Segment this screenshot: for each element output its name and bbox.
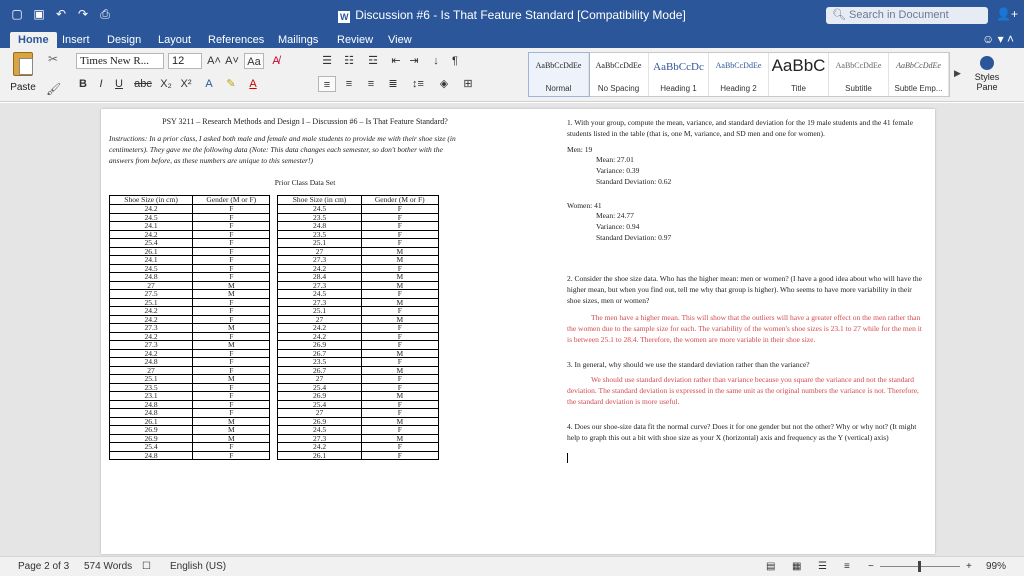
table-row xyxy=(110,264,439,273)
table-cell: 24.2 xyxy=(110,332,193,341)
table-cell: M xyxy=(361,247,438,256)
table-cell: 24.5 xyxy=(110,213,193,222)
sort-icon[interactable]: ↓ xyxy=(433,55,439,67)
table-cell: 24.2 xyxy=(278,443,361,452)
table-cell: 25.4 xyxy=(110,443,193,452)
zoom-level[interactable]: 99% xyxy=(986,561,1007,572)
window-title: W Discussion #6 - Is That Feature Standard [Compatibility Mode] xyxy=(339,8,686,22)
document-area[interactable] xyxy=(0,103,1024,556)
table-cell: F xyxy=(361,239,438,248)
tab-insert[interactable]: Insert xyxy=(62,34,90,46)
table-row xyxy=(110,239,439,248)
table-cell: 27.3 xyxy=(278,434,361,443)
proofing-icon[interactable]: ☐ xyxy=(142,561,151,572)
tab-layout[interactable]: Layout xyxy=(158,34,192,46)
table-cell: F xyxy=(361,264,438,273)
table-cell: 24.1 xyxy=(110,256,193,265)
table-cell: 27.5 xyxy=(110,290,193,299)
men-sd: Standard Deviation: 0.62 xyxy=(596,177,672,186)
draft-view-icon[interactable]: ≡ xyxy=(844,561,850,572)
table-cell: F xyxy=(193,451,270,460)
table-cell: F xyxy=(193,247,270,256)
header-shoe-size-2: Shoe Size (in cm) xyxy=(278,196,361,205)
table-cell: F xyxy=(361,358,438,367)
table-cell: M xyxy=(193,290,270,299)
table-cell: M xyxy=(361,281,438,290)
zoom-out-icon[interactable]: − xyxy=(868,561,874,572)
table-cell: 24.8 xyxy=(110,400,193,409)
table-cell: M xyxy=(193,375,270,384)
table-row xyxy=(110,307,439,316)
table-cell: F xyxy=(361,230,438,239)
table-cell: 23.5 xyxy=(110,383,193,392)
font-color-icon[interactable]: A xyxy=(249,78,257,90)
table-cell: F xyxy=(193,239,270,248)
data-table xyxy=(109,195,439,460)
table-cell: 24.2 xyxy=(278,324,361,333)
italic-icon[interactable]: I xyxy=(99,78,103,90)
table-cell: M xyxy=(361,434,438,443)
table-cell: M xyxy=(193,417,270,426)
table-cell: 24.5 xyxy=(278,290,361,299)
table-cell: M xyxy=(193,341,270,350)
table-cell: F xyxy=(193,307,270,316)
table-cell: 24.2 xyxy=(110,307,193,316)
table-cell: 26.1 xyxy=(110,417,193,426)
instructions-text: Instructions: In a prior class, I asked both male and female and male students to provide me with their shoe size (in centimeters). They gave me the following data (Note: This data changes each semester, so don't bother with the answers from before, as these numbers are unique to this semester!) xyxy=(109,134,456,165)
question-2: 2. Consider the shoe size data. Who has the higher mean: men or women? (I have a good idea about who will have the higher mean, but when you find out, tell me why that group is higher). Who seems to have more variability in their shoe sizes, men or women? xyxy=(567,274,922,305)
table-cell: M xyxy=(361,298,438,307)
table-cell: 25.1 xyxy=(110,298,193,307)
table-cell: F xyxy=(193,443,270,452)
status-bar xyxy=(0,556,1024,576)
table-cell: 24.5 xyxy=(110,264,193,273)
table-cell: 25.4 xyxy=(278,400,361,409)
justify-icon[interactable]: ≣ xyxy=(388,78,398,90)
text-effects-icon[interactable]: A xyxy=(205,78,213,90)
table-cell: 24.8 xyxy=(110,273,193,282)
style-title[interactable]: AaBbC Title xyxy=(769,53,829,96)
document-page[interactable] xyxy=(101,109,935,554)
table-cell: 26.9 xyxy=(110,434,193,443)
line-spacing-icon[interactable]: ↕≡ xyxy=(412,78,424,90)
header-shoe-size-1: Shoe Size (in cm) xyxy=(110,196,193,205)
table-cell: F xyxy=(193,298,270,307)
table-row xyxy=(110,417,439,426)
table-cell: 27.3 xyxy=(278,298,361,307)
table-row xyxy=(110,247,439,256)
table-cell: F xyxy=(193,205,270,214)
table-row xyxy=(110,383,439,392)
underline-icon[interactable]: U xyxy=(115,78,123,90)
header-gender-1: Gender (M or F) xyxy=(193,196,270,205)
sidebar-toggle-icon[interactable]: ▢ xyxy=(11,7,23,21)
table-cell: 27 xyxy=(110,281,193,290)
table-cell: 27 xyxy=(278,247,361,256)
save-icon[interactable]: ▣ xyxy=(33,7,45,21)
share-icon[interactable]: 👤+ xyxy=(996,7,1018,21)
styles-gallery xyxy=(528,52,950,97)
question-3: 3. In general, why should we use the standard deviation rather than the variance? xyxy=(567,360,810,369)
print-icon[interactable]: ⎙ xyxy=(100,7,110,21)
align-left-icon[interactable]: ≡ xyxy=(318,76,336,92)
table-cell: 24.8 xyxy=(278,222,361,231)
table-row xyxy=(110,256,439,265)
styles-pane-button[interactable]: Styles Pane xyxy=(970,56,1004,92)
table-cell: 28.4 xyxy=(278,273,361,282)
zoom-in-icon[interactable]: + xyxy=(966,561,972,572)
table-cell: F xyxy=(361,341,438,350)
table-cell: F xyxy=(361,332,438,341)
smiley-icon[interactable]: ☺ ▾ ˄ xyxy=(982,32,1014,46)
style-heading-1[interactable]: AaBbCcDc Heading 1 xyxy=(649,53,709,96)
align-center-icon[interactable]: ≡ xyxy=(345,78,353,90)
gallery-more-icon[interactable]: ▶ xyxy=(954,68,961,78)
table-row xyxy=(110,213,439,222)
redo-icon[interactable]: ↷ xyxy=(77,7,89,21)
table-cell: F xyxy=(361,451,438,460)
table-cell: F xyxy=(361,409,438,418)
table-cell: 24.8 xyxy=(110,358,193,367)
highlight-icon[interactable]: ✎ xyxy=(226,78,236,90)
table-row xyxy=(110,222,439,231)
question-4: 4. Does our shoe-size data fit the normal curve? Does it for one gender but not the other? Why or why not? (It might help to graph this out a bit with shoe size as your X (horizontal) axis and frequency as the Y (vertical) axis) xyxy=(567,422,917,442)
table-row xyxy=(110,230,439,239)
table-cell: F xyxy=(193,222,270,231)
table-cell: 24.5 xyxy=(278,205,361,214)
header-gender-2: Gender (M or F) xyxy=(361,196,438,205)
show-formatting-icon[interactable]: ¶ xyxy=(452,55,458,67)
style-normal[interactable]: AaBbCcDdEe Normal xyxy=(529,53,589,96)
table-cell: F xyxy=(193,409,270,418)
table-cell: F xyxy=(193,315,270,324)
table-row xyxy=(110,315,439,324)
table-cell: 25.1 xyxy=(278,239,361,248)
men-mean: Mean: 27.01 xyxy=(596,155,634,164)
table-cell: F xyxy=(193,358,270,367)
numbering-icon[interactable]: ☷ xyxy=(344,55,354,67)
table-cell: F xyxy=(361,213,438,222)
table-cell: 23.1 xyxy=(110,392,193,401)
table-cell: M xyxy=(361,256,438,265)
table-cell: 27.3 xyxy=(110,341,193,350)
table-row xyxy=(110,451,439,460)
strikethrough-icon[interactable]: abc xyxy=(134,78,152,90)
table-cell: 24.1 xyxy=(110,222,193,231)
table-cell: F xyxy=(361,400,438,409)
clear-formatting-icon[interactable]: A̸ xyxy=(272,55,280,67)
table-cell: F xyxy=(193,230,270,239)
increase-indent-icon[interactable]: ⇥ xyxy=(409,55,419,67)
table-cell: F xyxy=(361,443,438,452)
table-title: Prior Class Data Set xyxy=(274,178,336,187)
style-heading-2[interactable]: AaBbCcDdEe Heading 2 xyxy=(709,53,769,96)
print-layout-icon[interactable]: ▤ xyxy=(766,561,776,572)
table-cell: 24.2 xyxy=(110,230,193,239)
women-sd: Standard Deviation: 0.97 xyxy=(596,233,672,242)
table-cell: M xyxy=(193,434,270,443)
style-subtitle[interactable]: AaBbCcDdEe Subtitle xyxy=(829,53,889,96)
table-row xyxy=(110,290,439,299)
paste-button[interactable]: Paste xyxy=(8,50,38,98)
table-row xyxy=(110,341,439,350)
table-cell: F xyxy=(193,332,270,341)
table-cell: F xyxy=(361,383,438,392)
table-cell: 24.8 xyxy=(110,409,193,418)
format-painter-icon[interactable]: 🖌︎ xyxy=(46,82,62,96)
word-doc-icon: W xyxy=(339,12,349,22)
table-cell: F xyxy=(193,366,270,375)
tab-references[interactable]: References xyxy=(208,34,265,46)
table-cell: 26.1 xyxy=(278,451,361,460)
word-count[interactable]: 574 Words xyxy=(84,561,133,572)
table-row xyxy=(110,332,439,341)
answer-3: We should use standard deviation rather than variance because you square the variance and not the standard deviation. The standard deviation is expressed in the same unit as the original numbers the variance is not. Therefore, the standard deviation is more useful. xyxy=(567,375,919,406)
style-no-spacing[interactable]: AaBbCcDdEe No Spacing xyxy=(589,53,649,96)
table-cell: F xyxy=(193,349,270,358)
cut-icon[interactable]: ✂ xyxy=(48,52,59,66)
style-subtle-emphasis[interactable]: AaBbCcDdEe Subtle Emp... xyxy=(889,53,949,96)
table-cell: F xyxy=(361,324,438,333)
table-cell: F xyxy=(193,264,270,273)
table-cell: 24.2 xyxy=(278,332,361,341)
table-row xyxy=(110,434,439,443)
table-cell: 26.1 xyxy=(110,247,193,256)
multilevel-list-icon[interactable]: ☲ xyxy=(368,55,378,67)
women-label: Women: 41 xyxy=(567,201,602,210)
table-cell: 27.3 xyxy=(110,324,193,333)
table-row xyxy=(110,358,439,367)
text-cursor xyxy=(567,443,927,466)
table-cell: 25.1 xyxy=(110,375,193,384)
table-cell: M xyxy=(193,426,270,435)
table-cell: 24.2 xyxy=(110,349,193,358)
decrease-indent-icon[interactable]: ⇤ xyxy=(391,55,401,67)
grow-font-icon[interactable]: A˄ xyxy=(207,55,221,67)
table-cell: 26.9 xyxy=(278,341,361,350)
table-row xyxy=(110,409,439,418)
tab-mailings[interactable]: Mailings xyxy=(278,34,319,46)
table-cell: F xyxy=(193,400,270,409)
table-cell: 26.9 xyxy=(278,392,361,401)
table-row xyxy=(110,273,439,282)
shading-icon[interactable]: ◈ xyxy=(439,78,449,90)
table-cell: 24.2 xyxy=(110,315,193,324)
table-cell: M xyxy=(193,324,270,333)
table-header-row xyxy=(110,196,439,205)
table-row xyxy=(110,366,439,375)
table-cell: 27 xyxy=(278,375,361,384)
table-cell: 24.2 xyxy=(278,264,361,273)
ribbon xyxy=(0,48,1024,102)
right-column xyxy=(567,117,927,466)
table-cell: 25.4 xyxy=(278,383,361,392)
question-1: 1. With your group, compute the mean, variance, and standard deviation for the 19 male students and the 41 female students listed in the table (that is, one M, variance, and SD men and one for women). xyxy=(567,118,913,138)
table-cell: M xyxy=(361,273,438,282)
table-cell: F xyxy=(193,273,270,282)
table-cell: 27 xyxy=(278,315,361,324)
font-size-select[interactable]: 12 xyxy=(168,53,202,69)
search-input[interactable]: 🔍︎ Search in Document xyxy=(826,7,988,24)
table-row xyxy=(110,349,439,358)
table-cell: F xyxy=(361,222,438,231)
table-cell: 24.2 xyxy=(110,205,193,214)
doc-header: PSY 3211 – Research Methods and Design I – Discussion #6 – Is That Feature Standard? xyxy=(162,117,448,126)
table-cell: F xyxy=(361,290,438,299)
table-cell: 27.3 xyxy=(278,281,361,290)
superscript-icon[interactable]: X² xyxy=(180,78,192,90)
table-cell: 27 xyxy=(110,366,193,375)
outline-view-icon[interactable]: ☰ xyxy=(818,561,827,572)
table-cell: 25.1 xyxy=(278,307,361,316)
tab-review[interactable]: Review xyxy=(337,34,374,46)
align-right-icon[interactable]: ≡ xyxy=(367,78,375,90)
shrink-font-icon[interactable]: A˅ xyxy=(225,55,239,67)
styles-pane-icon xyxy=(980,56,994,70)
table-cell: 24.8 xyxy=(110,451,193,460)
table-row xyxy=(110,375,439,384)
table-cell: F xyxy=(193,392,270,401)
bold-icon[interactable]: B xyxy=(79,78,87,90)
table-cell: F xyxy=(193,383,270,392)
page-count[interactable]: Page 2 of 3 xyxy=(18,561,70,572)
table-cell: 27 xyxy=(278,409,361,418)
table-row xyxy=(110,443,439,452)
table-cell: 23.5 xyxy=(278,213,361,222)
table-row xyxy=(110,426,439,435)
ribbon-tabs xyxy=(0,30,1024,48)
table-cell: 23.5 xyxy=(278,230,361,239)
table-row xyxy=(110,324,439,333)
answer-2: The men have a higher mean. This will show that the outliers will have a greater effect on the men rather than the women due to the sample size for each. The variability of the women's shoe sizes is 23.1 to 27 while for the men it is between 25.1 to 28.4. Therefore, the women are more variable in their shoe size. xyxy=(567,313,922,344)
borders-icon[interactable]: ⊞ xyxy=(463,78,473,90)
table-cell: M xyxy=(361,349,438,358)
table-cell: F xyxy=(361,375,438,384)
table-row xyxy=(110,298,439,307)
change-case-icon[interactable]: Aa xyxy=(244,53,264,69)
clipboard-icon xyxy=(13,52,33,76)
title-bar xyxy=(0,0,1024,30)
table-row xyxy=(110,400,439,409)
table-cell: 23.5 xyxy=(278,358,361,367)
font-name-select[interactable]: Times New R... xyxy=(76,53,164,69)
left-column xyxy=(109,117,501,460)
table-cell: F xyxy=(193,213,270,222)
men-variance: Variance: 0.39 xyxy=(596,166,640,175)
bullets-icon[interactable]: ☰ xyxy=(322,55,332,67)
women-mean: Mean: 24.77 xyxy=(596,211,634,220)
men-label: Men: 19 xyxy=(567,145,593,154)
tab-view[interactable]: View xyxy=(388,34,412,46)
tab-design[interactable]: Design xyxy=(107,34,142,46)
zoom-slider-thumb[interactable] xyxy=(918,561,921,572)
table-row xyxy=(110,281,439,290)
women-variance: Variance: 0.94 xyxy=(596,222,640,231)
table-cell: M xyxy=(361,417,438,426)
web-layout-icon[interactable]: ▦ xyxy=(792,561,802,572)
table-cell: M xyxy=(361,315,438,324)
table-row xyxy=(110,205,439,214)
table-cell: 27.3 xyxy=(278,256,361,265)
table-row xyxy=(110,392,439,401)
table-cell: 25.4 xyxy=(110,239,193,248)
table-cell: 26.7 xyxy=(278,349,361,358)
table-cell: F xyxy=(361,205,438,214)
language[interactable]: English (US) xyxy=(170,561,227,572)
undo-icon[interactable]: ↶ xyxy=(55,7,67,21)
table-cell: F xyxy=(361,426,438,435)
table-cell: M xyxy=(361,366,438,375)
table-cell: 26.9 xyxy=(278,417,361,426)
table-cell: F xyxy=(193,256,270,265)
table-cell: 26.9 xyxy=(110,426,193,435)
table-cell: F xyxy=(361,307,438,316)
table-cell: 26.7 xyxy=(278,366,361,375)
table-cell: M xyxy=(361,392,438,401)
subscript-icon[interactable]: X₂ xyxy=(160,78,172,90)
table-cell: M xyxy=(193,281,270,290)
tab-home[interactable]: Home xyxy=(10,32,57,48)
table-cell: 24.5 xyxy=(278,426,361,435)
